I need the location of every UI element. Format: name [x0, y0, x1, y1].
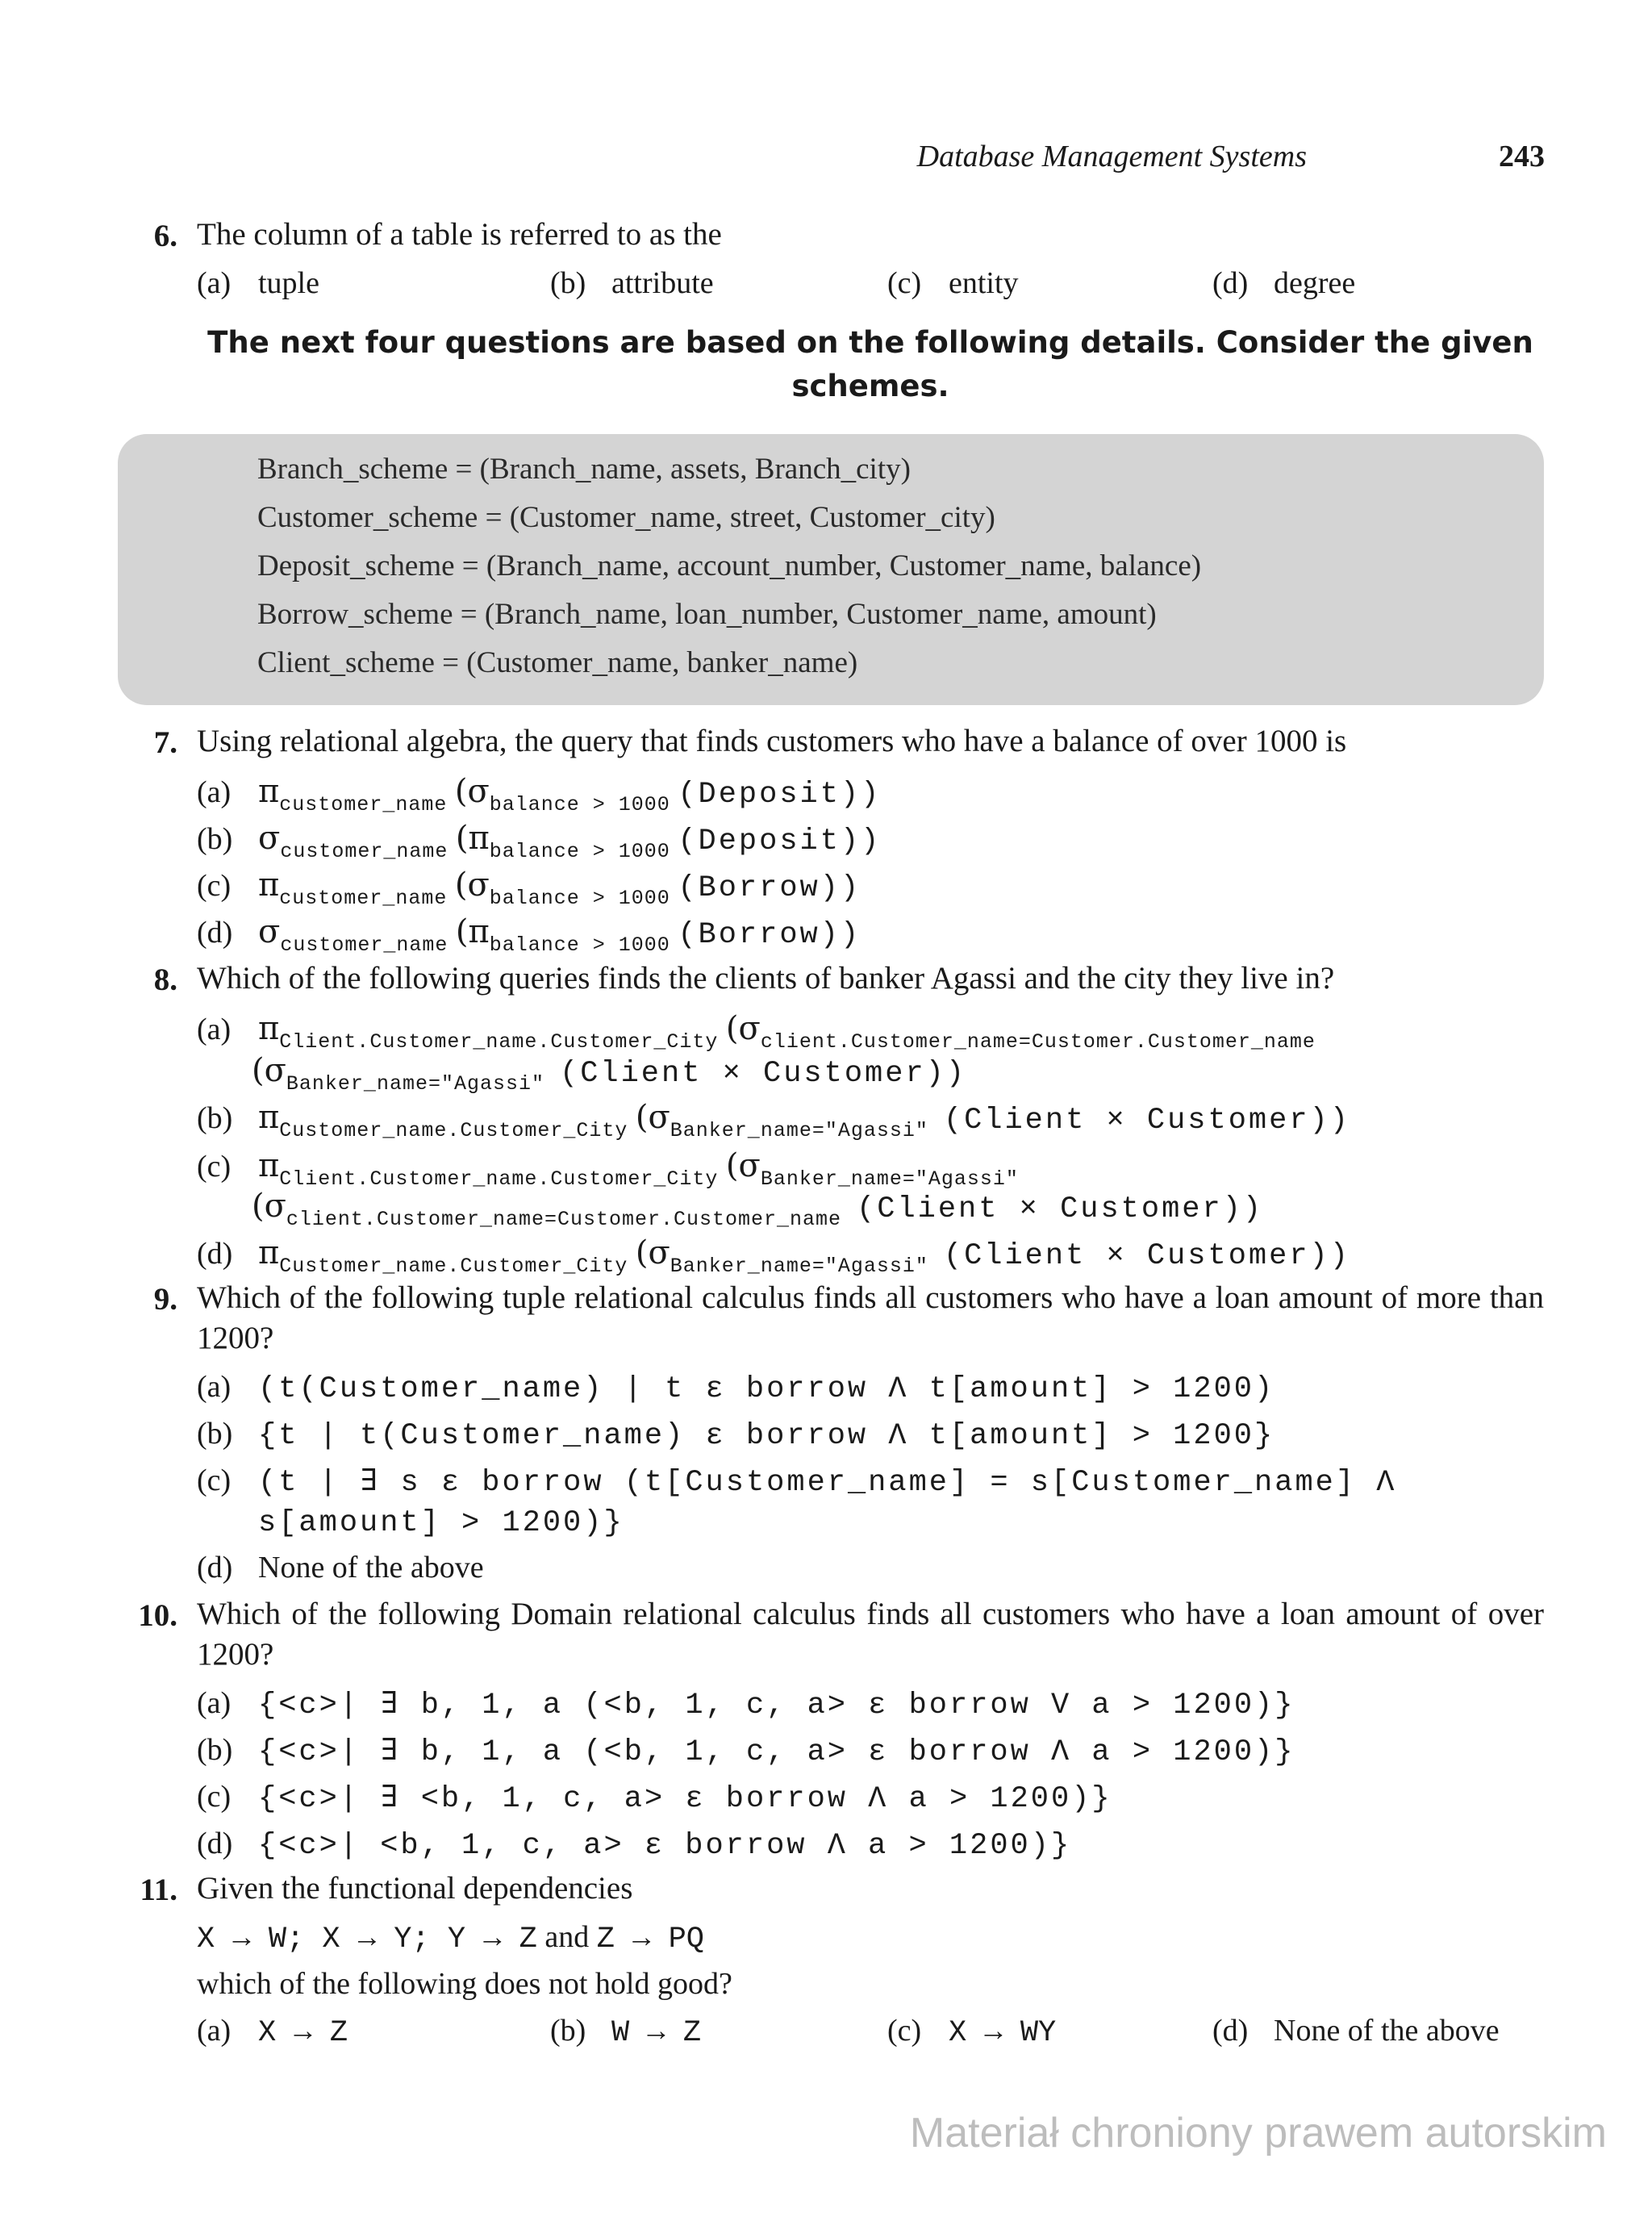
question-number: 8.: [153, 962, 177, 997]
selection-symbol: (σ: [454, 773, 490, 810]
option-label: (d): [197, 1237, 233, 1271]
option-c-continued: [252, 1186, 1263, 1240]
option-c-continued: [258, 1501, 624, 1543]
scheme-borrow: Borrow_scheme = (Branch_name, loan_number, Customer_name, amount): [257, 598, 1157, 631]
option-label: (b): [197, 1417, 233, 1451]
question-number: 11.: [140, 1873, 177, 1907]
subscript: Banker_name="Agassi": [760, 1167, 1019, 1191]
option-text: degree: [1274, 266, 1356, 300]
selection-symbol: (σ: [725, 1010, 761, 1047]
dependency-list: X → W; X → Y; Y → Z: [197, 1923, 537, 1956]
relation: (Borrow)): [678, 871, 861, 905]
option-text: entity: [949, 266, 1019, 300]
dependency-and: and: [544, 1920, 590, 1954]
option-a: [197, 771, 881, 825]
page-number: 243: [1499, 140, 1545, 173]
option-c: [887, 2010, 1056, 2053]
question-text: Which of the following tuple relational calculus finds all customers who have a loan amount of more than 1200?: [197, 1280, 1544, 1355]
option-formula: W → Z: [611, 2016, 702, 2050]
question-text: Which of the following Domain relational calculus finds all customers who have a loan amount of over 1200?: [197, 1597, 1544, 1672]
option-b: [550, 263, 714, 303]
question-text: Which of the following queries finds the clients of banker Agassi and the city they live in?: [197, 961, 1335, 996]
option-b: [197, 1097, 1350, 1151]
section-note: The next four questions are based on the following details. Consider the given schemes.: [207, 325, 1533, 403]
question-text: Using relational algebra, the query that finds customers who have a balance of over 1000 is: [197, 724, 1347, 758]
relation: (Borrow)): [678, 918, 861, 952]
option-label: (a): [197, 2014, 232, 2048]
option-label: (c): [197, 869, 232, 903]
dependency-last: Z → PQ: [596, 1923, 704, 1956]
option-formula: {t | t(Customer_name) ε borrow Λ t[amount] > 1200}: [258, 1419, 1275, 1453]
subscript: Banker_name="Agassi": [670, 1255, 928, 1278]
option-formula: (t(Customer_name) | t ε borrow Λ t[amount] > 1200): [258, 1372, 1275, 1406]
selection-symbol: σ: [258, 913, 281, 950]
subscript: balance > 1000: [489, 793, 670, 816]
question-number: 10.: [138, 1598, 177, 1633]
option-b: [197, 818, 881, 872]
question-text: Given the functional dependencies: [197, 1871, 633, 1906]
option-label: (c): [887, 2014, 922, 2048]
projection-symbol: (π: [455, 913, 490, 950]
option-label: (d): [197, 916, 233, 950]
option-label: (b): [197, 822, 233, 856]
option-formula: X → WY: [949, 2016, 1057, 2050]
scheme-branch: Branch_scheme = (Branch_name, assets, Branch_city): [257, 453, 911, 486]
subscript: Banker_name="Agassi": [286, 1072, 544, 1096]
question-number: 6.: [153, 219, 177, 253]
subscript: balance > 1000: [489, 840, 670, 863]
option-formula: s[amount] > 1200)}: [258, 1506, 624, 1540]
option-text: tuple: [258, 266, 319, 300]
subscript: customer_name: [279, 793, 448, 816]
option-label: (c): [197, 1780, 232, 1814]
option-label: (a): [197, 1686, 232, 1720]
question-text-continued: which of the following does not hold good?: [197, 1967, 732, 2001]
option-text: attribute: [611, 266, 714, 300]
subscript: customer_name: [279, 887, 448, 910]
option-formula: {<c>| ∃ b, 1, a (<b, 1, c, a> ε borrow Λ a > 1200)}: [258, 1735, 1295, 1769]
question-number: 7.: [153, 725, 177, 760]
selection-symbol: (σ: [252, 1052, 286, 1089]
option-a: [197, 263, 319, 303]
option-label: (d): [197, 1551, 233, 1585]
option-d: [197, 1823, 1071, 1866]
option-label: (a): [197, 1013, 232, 1046]
option-label: (d): [197, 1827, 233, 1860]
option-formula: {<c>| ∃ <b, 1, c, a> ε borrow Λ a > 1200)}: [258, 1782, 1112, 1816]
selection-symbol: (σ: [725, 1147, 761, 1184]
subscript: Customer_name.Customer_City: [279, 1119, 628, 1142]
option-c: [197, 1777, 1112, 1819]
option-label: (a): [197, 266, 232, 300]
selection-symbol: σ: [258, 820, 281, 857]
relation: (Client × Customer)): [943, 1239, 1350, 1273]
option-a: [197, 2010, 348, 2053]
scheme-deposit: Deposit_scheme = (Branch_name, account_number, Customer_name, balance): [257, 549, 1202, 582]
scheme-box: [118, 434, 1544, 705]
projection-symbol: (π: [455, 820, 490, 857]
projection-symbol: π: [258, 866, 280, 904]
projection-symbol: π: [258, 1010, 280, 1047]
scheme-customer: Customer_scheme = (Customer_name, street, Customer_city): [257, 501, 995, 534]
selection-symbol: (σ: [635, 1234, 670, 1271]
option-label: (b): [550, 2014, 586, 2048]
option-d: [197, 1547, 484, 1588]
option-c: [197, 1460, 1396, 1503]
option-formula: (t | ∃ s ε borrow (t[Customer_name] = s[Customer_name] Λ: [258, 1466, 1397, 1500]
option-text: None of the above: [1274, 2014, 1500, 2048]
relation: (Client × Customer)): [857, 1192, 1264, 1226]
option-label: (b): [197, 1101, 233, 1135]
option-d: [197, 912, 861, 966]
option-d: [1212, 2010, 1500, 2051]
option-label: (d): [1212, 266, 1249, 300]
option-formula: {<c>| ∃ b, 1, a (<b, 1, c, a> ε borrow V a > 1200)}: [258, 1689, 1295, 1722]
option-c: [887, 263, 1019, 303]
relation: (Deposit)): [678, 778, 882, 812]
page-header: [807, 139, 1545, 179]
subscript: client.Customer_name=Customer.Customer_name: [760, 1030, 1316, 1054]
option-label: (a): [197, 775, 232, 809]
selection-symbol: (σ: [252, 1188, 286, 1225]
selection-symbol: (σ: [635, 1099, 670, 1136]
option-b: [197, 1730, 1295, 1772]
subscript: customer_name: [280, 933, 448, 957]
subscript: client.Customer_name=Customer.Customer_name: [286, 1208, 842, 1231]
option-label: (b): [197, 1733, 233, 1767]
option-a: [197, 1367, 1274, 1409]
scheme-client: Client_scheme = (Customer_name, banker_name): [257, 646, 858, 679]
option-label: (c): [887, 266, 922, 300]
subscript: balance > 1000: [489, 887, 670, 910]
subscript: customer_name: [280, 840, 448, 863]
option-d: [1212, 263, 1355, 303]
option-c: [197, 865, 861, 919]
functional-dependencies: [197, 1917, 704, 1960]
option-formula: {<c>| <b, 1, c, a> ε borrow Λ a > 1200)}: [258, 1829, 1072, 1863]
running-title: Database Management Systems: [916, 140, 1307, 173]
option-label: (c): [197, 1463, 232, 1497]
option-label: (c): [197, 1150, 232, 1184]
projection-symbol: π: [258, 1099, 280, 1136]
option-a: [197, 1683, 1295, 1726]
option-label: (b): [550, 266, 586, 300]
question-text: The column of a table is referred to as the: [197, 217, 722, 252]
question-number: 9.: [153, 1282, 177, 1317]
projection-symbol: π: [258, 773, 280, 810]
subscript: Customer_name.Customer_City: [279, 1255, 628, 1278]
option-label: (d): [1212, 2014, 1249, 2048]
option-text: None of the above: [258, 1551, 484, 1585]
projection-symbol: π: [258, 1234, 280, 1271]
option-b: [197, 1413, 1274, 1456]
relation: (Deposit)): [678, 825, 882, 858]
option-a-continued: [252, 1050, 966, 1104]
subscript: balance > 1000: [489, 933, 670, 957]
relation: (Client × Customer)): [943, 1104, 1350, 1138]
relation: (Client × Customer)): [559, 1057, 967, 1091]
subscript: Client.Customer_name.Customer_City: [279, 1167, 719, 1191]
copyright-watermark: Materiał chroniony prawem autorskim: [909, 2110, 1607, 2157]
option-b: [550, 2010, 701, 2053]
option-formula: X → Z: [258, 2016, 348, 2050]
selection-symbol: (σ: [454, 866, 490, 904]
subscript: Client.Customer_name.Customer_City: [279, 1030, 719, 1054]
option-label: (a): [197, 1370, 232, 1404]
projection-symbol: π: [258, 1147, 280, 1184]
subscript: Banker_name="Agassi": [670, 1119, 928, 1142]
